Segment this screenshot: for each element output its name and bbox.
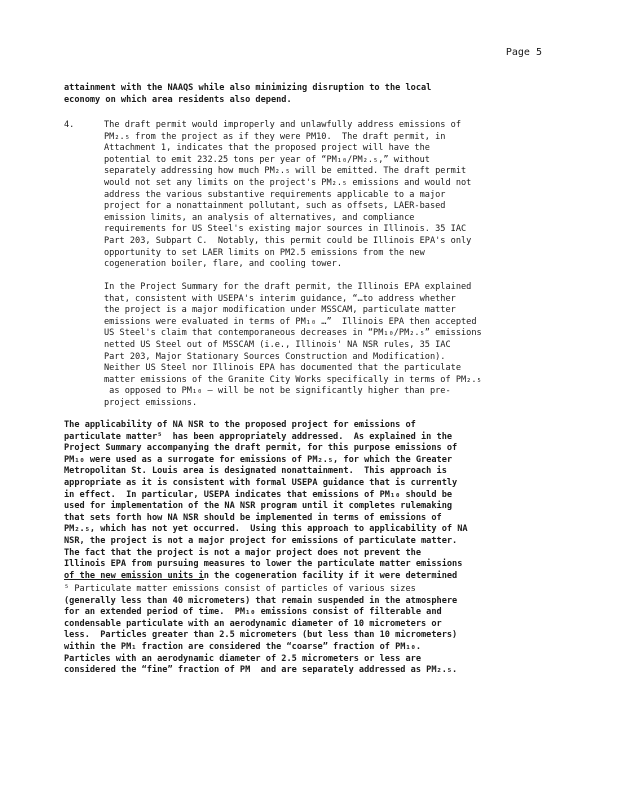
text-line: The fact that the project is not a major project does not prevent the: [64, 547, 421, 558]
text-line: netted US Steel out of MSSCAM (i.e., Illinois' NA NSR rules, 35 IAC: [104, 339, 451, 350]
text-line: that, consistent with USEPA's interim guidance, “…to address whether: [104, 293, 456, 304]
footnote: [64, 584, 457, 677]
text-line: US Steel's claim that contemporaneous decreases in “PM₁₀/PM₂.₅” emissions: [104, 328, 482, 339]
text-line: of the new emission units in the cogeneration facility if it were determined: [64, 570, 458, 581]
text-line: potential to emit 232.25 tons per year of “PM₁₀/PM₂.₅,” without: [104, 154, 430, 165]
text-line: cogeneration boiler, flare, and cooling tower.: [104, 259, 342, 270]
text-line: Illinois EPA from pursuing measures to lower the particulate matter emissions: [64, 559, 463, 570]
text-line: Attachment 1, indicates that the proposed project will have the: [104, 143, 430, 154]
text-line: as opposed to PM₁₀ – will be not be significantly higher than pre-: [104, 386, 451, 397]
text-line: NSR, the project is not a major project for emissions of particulate matter.: [64, 535, 458, 546]
text-line: ⁵ Particulate matter emissions consist of particles of various sizes: [64, 584, 416, 594]
text-line: Particles with an aerodynamic diameter of 2.5 micrometers or less are: [64, 653, 421, 664]
text-line: would not set any limits on the project's PM₂.₅ emissions and would not: [104, 177, 472, 188]
text-line: condensable particulate with an aerodynamic diameter of 10 micrometers or: [64, 618, 442, 629]
text-line: matter emissions of the Granite City Works specifically in terms of PM₂.₅: [104, 374, 482, 385]
text-line: PM₂.₅, which has not yet occurred. Using this approach to applicability of NA: [64, 524, 468, 535]
comment-paragraph-2: [104, 282, 482, 410]
text-line: opportunity to set LAER limits on PM2.5 emissions from the new: [104, 247, 425, 258]
intro-paragraph: [64, 83, 431, 106]
text-line: emissions were evaluated in terms of PM₁₀ …” Illinois EPA then accepted: [104, 316, 477, 327]
footnote-divider: [64, 579, 204, 580]
text-line: attainment with the NAAQS while also minimizing disruption to the local: [64, 83, 432, 93]
text-line: Metropolitan St. Louis area is designated nonattainment. This approach is: [64, 466, 447, 477]
text-line: project emissions.: [104, 397, 198, 408]
page-number: Page 5: [505, 47, 542, 58]
text-line: Project Summary accompanying the draft permit, for this purpose emissions of: [64, 443, 458, 454]
text-line: the project is a major modification under MSSCAM, particulate matter: [104, 305, 456, 316]
text-line: address the various substantive requirements applicable to a major: [104, 189, 446, 200]
text-line: requirements for US Steel's existing major sources in Illinois. 35 IAC: [104, 224, 467, 235]
response-paragraph: [64, 420, 468, 582]
text-line: Neither US Steel nor Illinois EPA has documented that the particulate: [104, 363, 461, 374]
text-line: (generally less than 40 micrometers) that remain suspended in the atmosphere: [64, 595, 458, 606]
text-line: PM₂.₅ from the project as if they were PM10. The draft permit, in: [104, 131, 446, 142]
text-line: used for implementation of the NA NSR program until it completes rulemaking: [64, 501, 453, 512]
text-line: The applicability of NA NSR to the proposed project for emissions of: [64, 420, 416, 430]
text-line: economy on which area residents also depend.: [64, 94, 292, 105]
text-line: separately addressing how much PM₂.₅ will be emitted. The draft permit: [104, 166, 467, 177]
text-line: appropriate as it is consistent with formal USEPA guidance that is currently: [64, 477, 458, 488]
text-line: in effect. In particular, USEPA indicates that emissions of PM₁₀ should be: [64, 489, 453, 500]
text-line: Part 203, Subpart C. Notably, this permit could be Illinois EPA's only: [104, 235, 472, 246]
item-marker: 4.: [64, 120, 75, 130]
text-line: In the Project Summary for the draft permit, the Illinois EPA explained: [104, 282, 472, 292]
text-line: project for a nonattainment pollutant, such as offsets, LAER-based: [104, 201, 446, 212]
text-line: Part 203, Major Stationary Sources Construction and Modification).: [104, 351, 446, 362]
text-line: that sets forth how NA NSR should be implemented in terms of emissions of: [64, 512, 442, 523]
text-line: considered the “fine” fraction of PM and are separately addressed as PM₂.₅.: [64, 665, 458, 676]
comment-paragraph-1: [104, 120, 471, 271]
text-line: particulate matter⁵ has been appropriately addressed. As explained in the: [64, 431, 453, 442]
text-line: less. Particles greater than 2.5 micrometers (but less than 10 micrometers): [64, 630, 458, 641]
text-line: for an extended period of time. PM₁₀ emissions consist of filterable and: [64, 607, 442, 618]
text-line: The draft permit would improperly and unlawfully address emissions of: [104, 120, 461, 130]
text-line: within the PM₁ fraction are considered the “coarse” fraction of PM₁₀.: [64, 641, 421, 652]
text-line: emission limits, an analysis of alternatives, and compliance: [104, 212, 415, 223]
text-line: PM₁₀ were used as a surrogate for emissions of PM₂.₅, for which the Greater: [64, 454, 453, 465]
